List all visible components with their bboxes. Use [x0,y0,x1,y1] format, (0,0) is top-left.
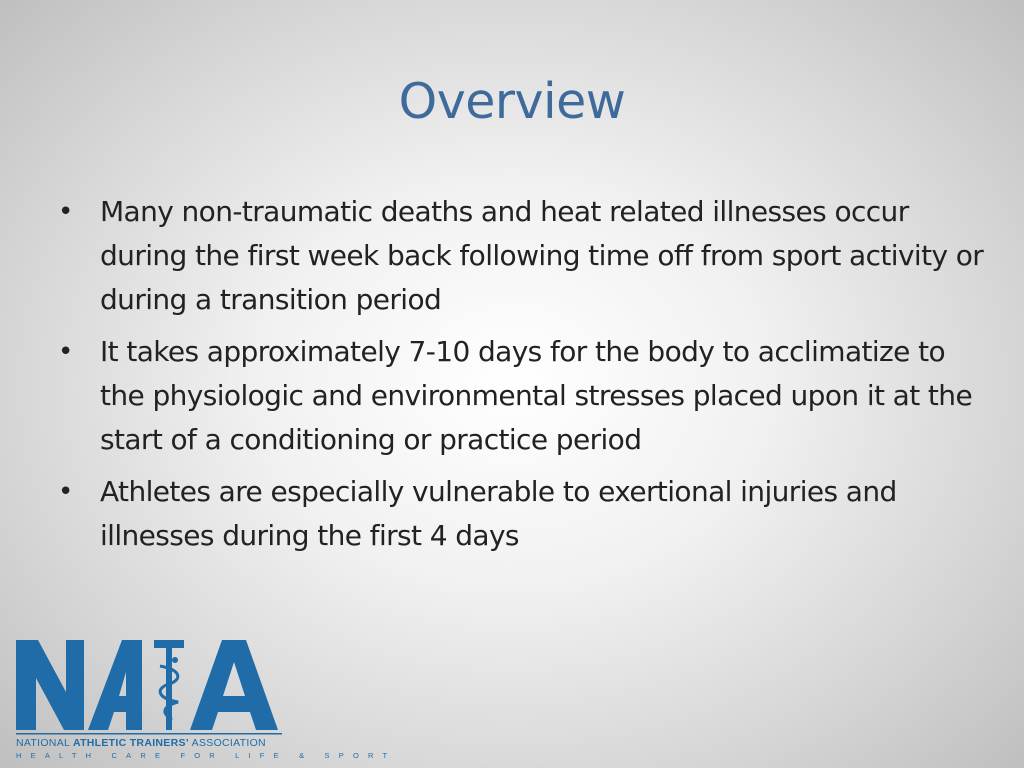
bullet-icon: • [58,337,73,367]
bullet-item [56,470,986,558]
bullet-icon: • [58,197,73,227]
slide-title: Overview [398,73,626,130]
logo-letter-a1 [88,640,142,730]
bullet-list [56,190,986,566]
bullet-item [56,330,986,462]
association-name: NATIONAL ATHLETIC TRAINERS’ ASSOCIATION [16,737,266,749]
tagline: HEALTH CARE FOR LIFE & SPORT [16,751,397,760]
bullet-text: Athletes are especially vulnerable to exertional injuries and illnesses during the first 4 days [100,475,897,552]
bullet-icon: • [58,477,73,507]
bullet-text: It takes approximately 7-10 days for the body to acclimatize to the physiologic and environmental stresses placed upon it at the start of a conditioning or practice period [100,335,973,456]
nata-logo [14,636,397,762]
bullet-text: Many non-traumatic deaths and heat related illnesses occur during the first week back following time off from sport activity or during a transition period [100,195,984,316]
caduceus-icon [154,640,184,730]
logo-letter-a2 [190,640,278,730]
bullet-item [56,190,986,322]
logo-letter-n [16,640,84,730]
